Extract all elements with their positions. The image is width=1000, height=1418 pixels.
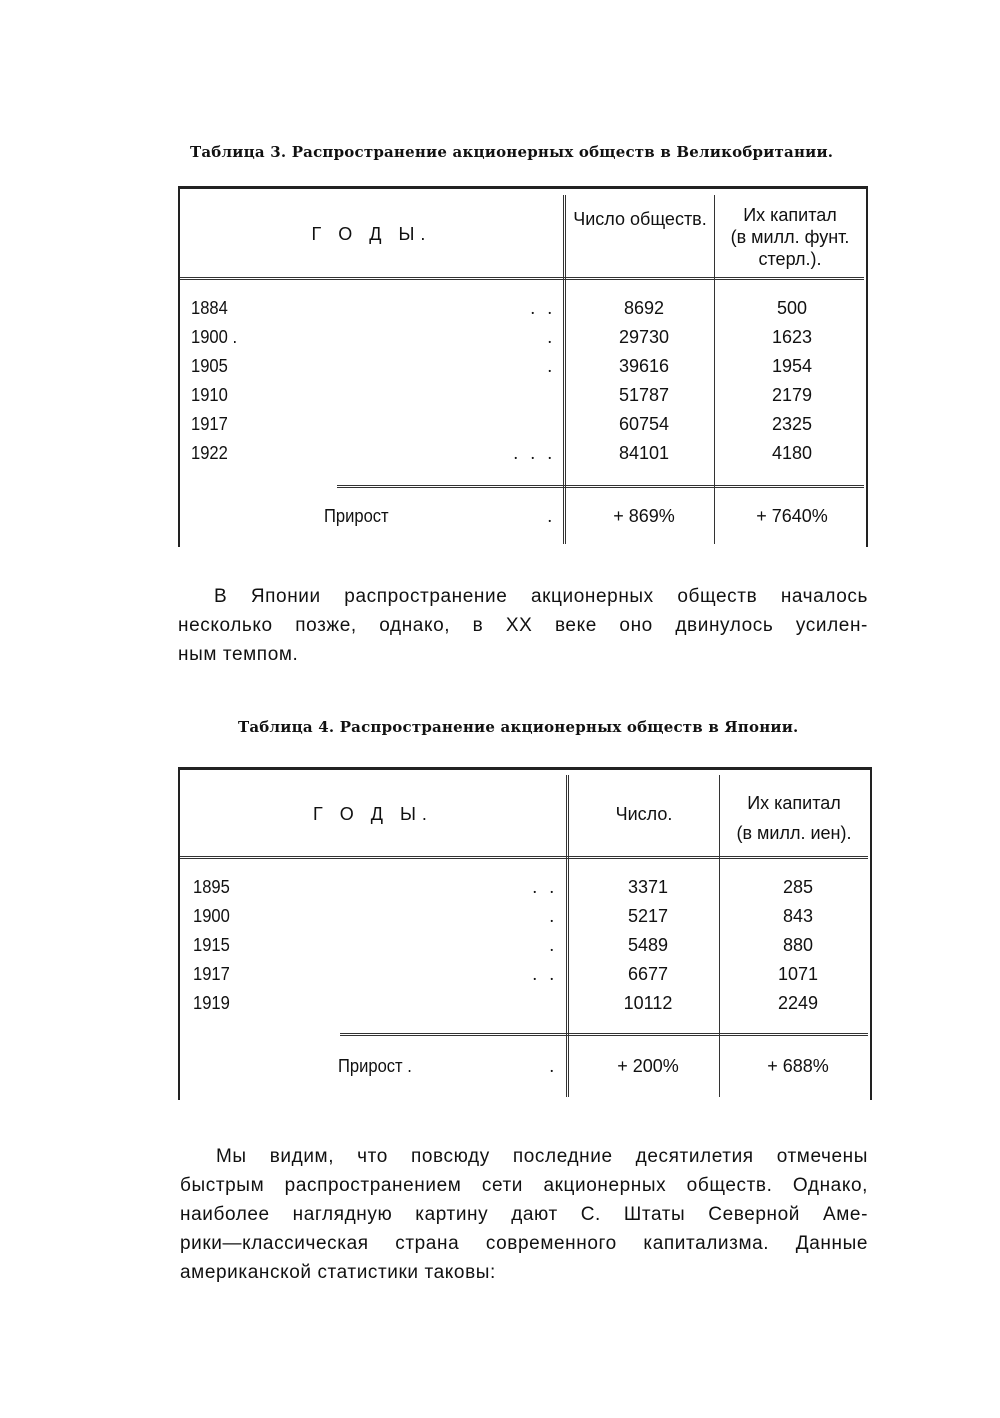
table3-growth-label: Прирост: [324, 506, 389, 526]
table3-header-capital: [716, 204, 864, 270]
table-row-year: 1910: [191, 385, 228, 405]
table-row-capital: 2179: [771, 385, 813, 405]
table3-header-capital-line: стерл.).: [758, 249, 822, 269]
table4-header-capital: [720, 788, 868, 848]
table4-title: Таблица 4. Распространение акционерных обществ в Японии.: [238, 718, 799, 736]
table-row-count: 5489: [627, 935, 669, 955]
table4-growth-dots: .: [549, 1056, 558, 1076]
table4-col-divider: [566, 775, 569, 1097]
table-row-count: 29730: [618, 327, 670, 347]
table-row-year: 1895: [193, 877, 230, 897]
paragraph-line: В Японии распространение акционерных обществ началось: [214, 586, 868, 607]
table-row-dots: . .: [530, 298, 556, 318]
table-row-count: 3371: [627, 877, 669, 897]
table-row-dots: .: [547, 327, 556, 347]
table3-header-years: Г О Д Ы.: [311, 224, 432, 244]
table-row-capital: 1071: [777, 964, 819, 984]
table-row-capital: 2249: [777, 993, 819, 1013]
table4-total-divider: [340, 1033, 868, 1036]
table-row-count: 84101: [618, 443, 670, 463]
table-row-capital: 2325: [771, 414, 813, 434]
table4-growth-capital: + 688%: [767, 1056, 829, 1076]
table-row-year: 1900: [193, 906, 230, 926]
table-row-dots: .: [549, 906, 558, 926]
paragraph-line: наиболее наглядную картину дают С. Штаты Северной Аме-: [180, 1204, 868, 1225]
paragraph-1: [178, 582, 868, 669]
table4-header-count: Число.: [615, 804, 673, 824]
table-row-count: 10112: [623, 993, 673, 1013]
table-row-year: 1905: [191, 356, 228, 376]
table3-header-capital-line: (в милл. фунт.: [730, 227, 850, 247]
table3-header-capital-line: Их капитал: [743, 205, 837, 225]
paragraph-line: рики—классическая страна современного капитализма. Данные: [180, 1233, 868, 1254]
table4-header-years: Г О Д Ы.: [313, 804, 433, 824]
table-row-year: 1884: [191, 298, 228, 318]
table3-header-count: Число обществ.: [573, 209, 707, 229]
table-row-count: 8692: [623, 298, 665, 318]
table-row-year: 1917: [191, 414, 228, 434]
table4-growth-count: + 200%: [617, 1056, 679, 1076]
paragraph-line: Мы видим, что повсюду последние десятилетия отмечены: [216, 1146, 868, 1167]
table-row-year: 1919: [193, 993, 230, 1013]
table-row-capital: 1623: [771, 327, 813, 347]
table-row-capital: 500: [776, 298, 808, 318]
table4-growth-label: Прирост .: [338, 1056, 412, 1076]
table-row-dots: . .: [532, 877, 558, 897]
table4-header-capital-line: (в милл. иен).: [736, 823, 852, 843]
table-row-year: 1917: [193, 964, 230, 984]
table-row-capital: 1954: [771, 356, 813, 376]
table-row-count: 39616: [618, 356, 670, 376]
table3-growth-dots: .: [547, 506, 556, 526]
table3-header-divider: [180, 277, 864, 280]
table-row-dots: . . .: [513, 443, 556, 463]
table-row-year: 1900 .: [191, 327, 238, 347]
paragraph-line: быстрым распространением сети акционерных обществ. Однако,: [180, 1175, 868, 1196]
table-row-count: 5217: [627, 906, 669, 926]
table3-col-divider: [563, 195, 566, 544]
table3-title: Таблица 3. Распространение акционерных обществ в Великобритании.: [190, 143, 834, 161]
table3-growth-count: + 869%: [613, 506, 675, 526]
table-row-capital: 880: [782, 935, 814, 955]
table-row-capital: 285: [782, 877, 814, 897]
table-row-dots: .: [549, 935, 558, 955]
table-row-capital: 4180: [771, 443, 813, 463]
paragraph-line: несколько позже, однако, в XX веке оно двинулось усилен-: [178, 615, 868, 636]
table-row-count: 51787: [618, 385, 670, 405]
paragraph-line: американской статистики таковы:: [180, 1262, 496, 1283]
table-row-year: 1915: [193, 935, 230, 955]
table-row-dots: . .: [532, 964, 558, 984]
table3-growth-capital: + 7640%: [756, 506, 828, 526]
table-row-count: 60754: [618, 414, 670, 434]
paragraph-2: [180, 1142, 868, 1287]
table-row-dots: .: [547, 356, 556, 376]
table-row-capital: 843: [782, 906, 814, 926]
table3-total-divider: [337, 485, 864, 488]
table-row-year: 1922: [191, 443, 228, 463]
table4-header-divider: [180, 856, 868, 859]
table-row-count: 6677: [627, 964, 669, 984]
table4-header-capital-line: Их капитал: [747, 793, 841, 813]
paragraph-line: ным темпом.: [178, 644, 299, 665]
